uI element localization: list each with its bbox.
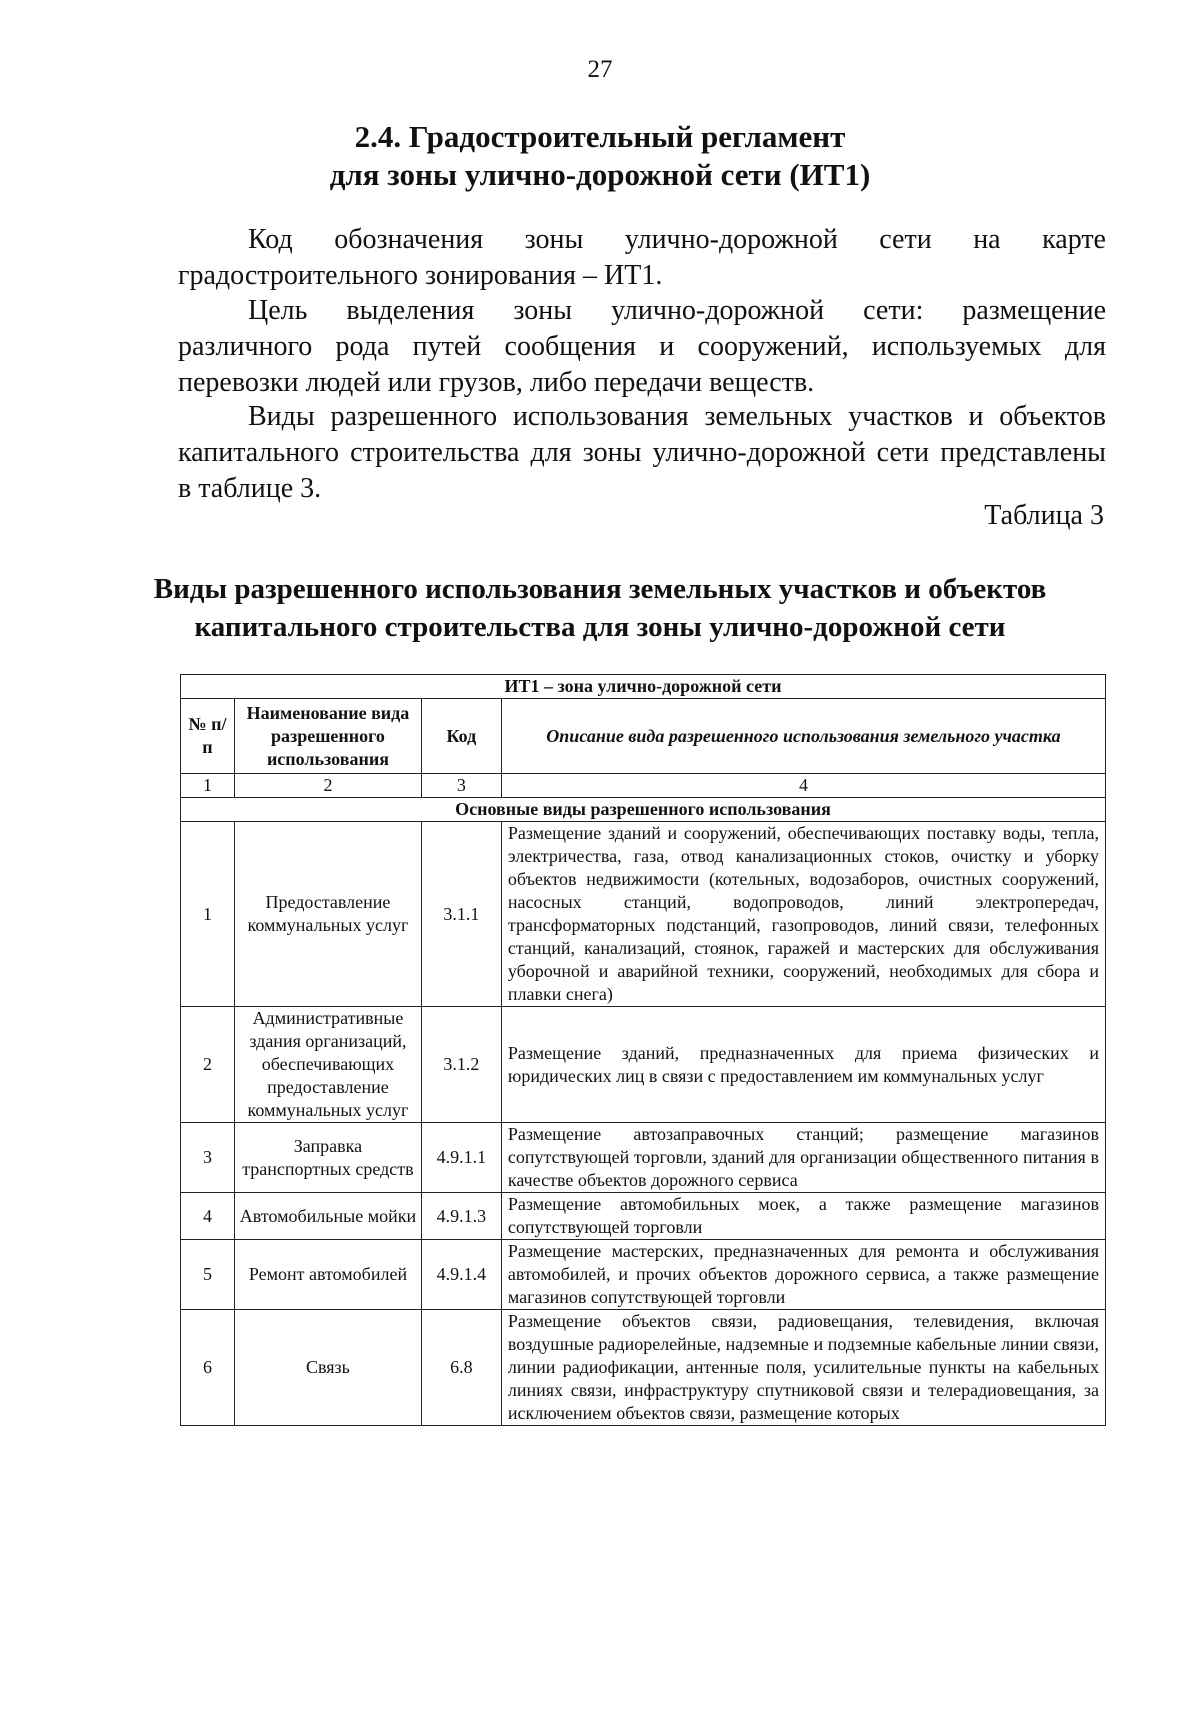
- paragraph-line: Код обозначения зоны улично-дорожной сети на карте: [248, 224, 1106, 255]
- group-title: Основные виды разрешенного использования: [181, 798, 1106, 822]
- table-row: [181, 1007, 1106, 1123]
- column-number-row: [181, 774, 1106, 798]
- row-num: 2: [181, 1007, 235, 1123]
- paragraph-line: в таблице 3.: [178, 473, 322, 504]
- row-desc: Размещение мастерских, предназначенных для ремонта и обслуживания автомобилей, и прочих объектов дорожного сервиса, а также размещение магазинов сопутствующей торговли: [501, 1240, 1105, 1310]
- row-code: 4.9.1.3: [421, 1193, 501, 1240]
- table-row: [181, 1193, 1106, 1240]
- zone-header: ИТ1 – зона улично-дорожной сети: [181, 675, 1106, 699]
- paragraph-line: Цель выделения зоны улично-дорожной сети: размещение: [248, 295, 1106, 326]
- header-name: Наименование вида разрешенного использования: [234, 699, 421, 774]
- section-title-line-2: для зоны улично-дорожной сети (ИТ1): [329, 157, 871, 192]
- table-row: [181, 1240, 1106, 1310]
- table-label: Таблица 3: [984, 500, 1104, 531]
- row-desc: Размещение объектов связи, радиовещания, телевидения, включая воздушные радиорелейные, надземные и подземные кабельные линии связи, линии радиофикации, антенные поля, усилительные пункты на кабельных линиях связи, инфраструктуру спутниковой связи и телерадиовещания, за исключением объектов связи, размещение которых: [501, 1310, 1105, 1426]
- column-number: 2: [234, 774, 421, 798]
- row-code: 4.9.1.4: [421, 1240, 501, 1310]
- row-num: 3: [181, 1123, 235, 1193]
- row-desc: Размещение автозаправочных станций; размещение магазинов сопутствующей торговли, зданий для организации общественного питания в качестве объектов дорожного сервиса: [501, 1123, 1105, 1193]
- row-num: 6: [181, 1310, 235, 1426]
- paragraph-line: капитального строительства для зоны улично-дорожной сети представлены: [178, 437, 1106, 468]
- header-num: № п/п: [181, 699, 235, 774]
- group-row: [181, 798, 1106, 822]
- usage-types-table: [180, 674, 1106, 1426]
- section-title: [0, 118, 1200, 194]
- row-desc: Размещение зданий, предназначенных для приема физических и юридических лиц в связи с предоставлением им коммунальных услуг: [501, 1007, 1105, 1123]
- table-row: [181, 822, 1106, 1007]
- row-name: Связь: [234, 1310, 421, 1426]
- paragraph-zone-purpose: [178, 293, 1106, 401]
- row-desc: Размещение автомобильных моек, а также размещение магазинов сопутствующей торговли: [501, 1193, 1105, 1240]
- column-number: 4: [501, 774, 1105, 798]
- paragraph-line: различного рода путей сообщения и сооружений, используемых для: [178, 331, 1106, 362]
- header-desc: Описание вида разрешенного использования земельного участка: [501, 699, 1105, 774]
- paragraph-line: Виды разрешенного использования земельных участков и объектов: [248, 401, 1106, 432]
- row-code: 6.8: [421, 1310, 501, 1426]
- table-title-line-1: Виды разрешенного использования земельных участков и объектов: [153, 573, 1047, 605]
- row-name: Предоставление коммунальных услуг: [234, 822, 421, 1007]
- section-title-line-1: 2.4. Градостроительный регламент: [354, 119, 846, 154]
- row-name: Автомобильные мойки: [234, 1193, 421, 1240]
- zone-header-row: [181, 675, 1106, 699]
- row-num: 4: [181, 1193, 235, 1240]
- paragraph-zone-code: [178, 222, 1106, 294]
- table-title-line-2: капитального строительства для зоны улично-дорожной сети: [194, 611, 1006, 643]
- row-name: Заправка транспортных средств: [234, 1123, 421, 1193]
- row-code: 3.1.2: [421, 1007, 501, 1123]
- table-title: [0, 570, 1200, 646]
- table-row: [181, 1123, 1106, 1193]
- page-number: 27: [587, 56, 613, 83]
- column-number: 1: [181, 774, 235, 798]
- row-name: Административные здания организаций, обеспечивающих предоставление коммунальных услуг: [234, 1007, 421, 1123]
- table-row: [181, 1310, 1106, 1426]
- row-code: 4.9.1.1: [421, 1123, 501, 1193]
- row-desc: Размещение зданий и сооружений, обеспечивающих поставку воды, тепла, электричества, газа, отвод канализационных стоков, очистку и уборку объектов недвижимости (котельных, водозаборов, очистных сооружений, насосных станций, водопроводов, линий электропередач, трансформаторных подстанций, газопроводов, линий связи, телефонных станций, канализаций, стоянок, гаражей и мастерских для обслуживания уборочной и аварийной техники, сооружений, необходимых для сбора и плавки снега): [501, 822, 1105, 1007]
- paragraph-line: градостроительного зонирования – ИТ1.: [178, 260, 663, 291]
- row-name: Ремонт автомобилей: [234, 1240, 421, 1310]
- table-header-row: [181, 699, 1106, 774]
- header-code: Код: [421, 699, 501, 774]
- row-code: 3.1.1: [421, 822, 501, 1007]
- paragraph-line: перевозки людей или грузов, либо передачи веществ.: [178, 367, 815, 398]
- paragraph-usage-types: [178, 399, 1106, 507]
- row-num: 1: [181, 822, 235, 1007]
- column-number: 3: [421, 774, 501, 798]
- row-num: 5: [181, 1240, 235, 1310]
